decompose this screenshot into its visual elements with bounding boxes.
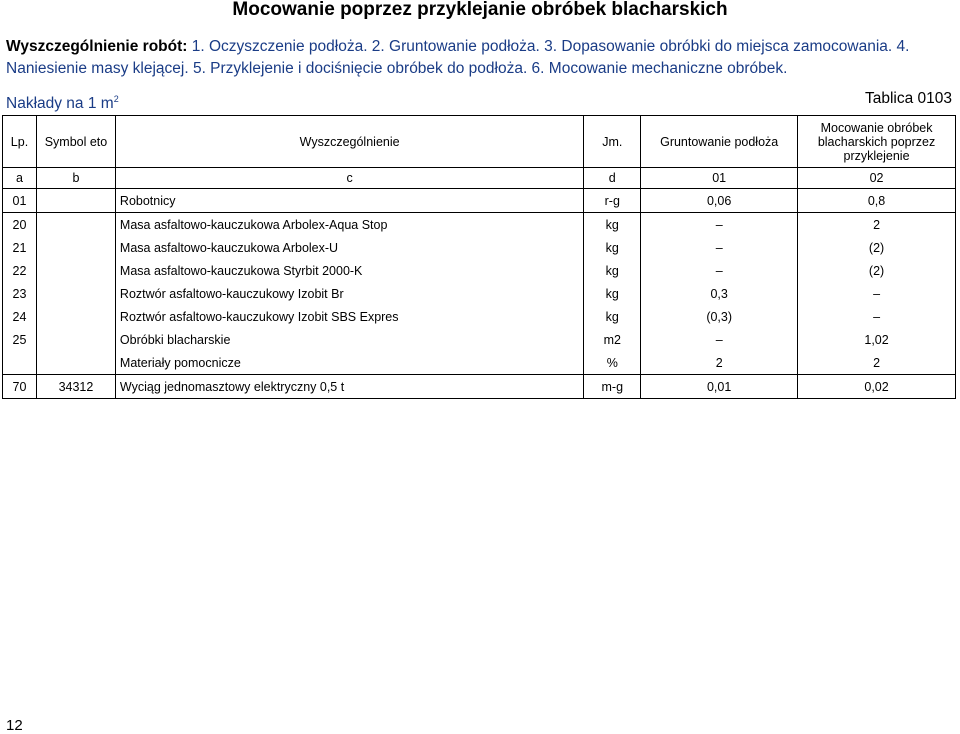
table-row [3,328,956,351]
row-symbol [36,213,115,237]
row-value-02: 2 [798,213,956,237]
row-jm: m2 [584,328,641,351]
row-name: Wyciąg jednomasztowy elektryczny 0,5 t [115,375,583,399]
row-name: Masa asfaltowo-kauczukowa Arbolex-U [115,236,583,259]
header-symbol: Symbol eto [36,116,115,168]
row-jm: kg [584,282,641,305]
row-lp: 70 [3,375,37,399]
row-value-02: 1,02 [798,328,956,351]
row-value-02: (2) [798,259,956,282]
row-symbol [36,282,115,305]
row-value-02: 0,02 [798,375,956,399]
row-symbol [36,328,115,351]
index-cell: 01 [641,168,798,189]
row-lp: 01 [3,189,37,213]
table-number: Tablica 0103 [864,90,952,107]
table-row [3,236,956,259]
row-value-01: – [641,236,798,259]
index-cell: a [3,168,37,189]
row-symbol [36,259,115,282]
row-symbol [36,189,115,213]
row-lp: 23 [3,282,37,305]
row-name: Materiały pomocnicze [115,351,583,375]
row-jm: kg [584,305,641,328]
description-text: 1. Oczyszczenie podłoża. 2. Gruntowanie podłoża. 3. Dopasowanie obróbki do miejsca zamocowania. 4. Naniesienie masy klejącej. 5. Przyklejenie i dociśnięcie obróbek do podłoża. 6. Mocowanie mechaniczne obróbek. [6,38,910,77]
index-cell: b [36,168,115,189]
row-symbol [36,305,115,328]
header-jm: Jm. [584,116,641,168]
naklady-label: Nakłady na 1 m [6,95,114,113]
row-jm: % [584,351,641,375]
row-jm: m-g [584,375,641,399]
row-jm: kg [584,259,641,282]
row-value-01: – [641,328,798,351]
row-value-01: – [641,259,798,282]
row-jm: kg [584,236,641,259]
header-col-02: Mocowanie obróbek blacharskich poprzez przyklejenie [798,116,956,168]
row-symbol [36,236,115,259]
description-label: Wyszczególnienie robót: [6,38,188,55]
table-row [3,282,956,305]
row-symbol: 34312 [36,375,115,399]
table-row [3,189,956,213]
row-lp: 25 [3,328,37,351]
index-cell: 02 [798,168,956,189]
row-value-01: 0,06 [641,189,798,213]
row-lp: 22 [3,259,37,282]
row-symbol [36,351,115,375]
row-name: Masa asfaltowo-kauczukowa Arbolex-Aqua Stop [115,213,583,237]
header-wyszczegolnienie: Wyszczególnienie [115,116,583,168]
header-lp: Lp. [3,116,37,168]
row-value-01: (0,3) [641,305,798,328]
row-value-02: – [798,305,956,328]
index-cell: d [584,168,641,189]
row-value-02: 0,8 [798,189,956,213]
page-number: 12 [6,717,23,734]
naklady-heading [6,88,119,115]
row-lp [3,351,37,375]
row-jm: r-g [584,189,641,213]
page-title: Mocowanie poprzez przyklejanie obróbek blacharskich [232,0,728,20]
works-description [6,36,956,80]
row-value-01: – [641,213,798,237]
row-value-02: – [798,282,956,305]
row-value-01: 0,3 [641,282,798,305]
table-row [3,213,956,237]
row-lp: 20 [3,213,37,237]
row-lp: 24 [3,305,37,328]
row-name: Masa asfaltowo-kauczukowa Styrbit 2000-K [115,259,583,282]
row-name: Roztwór asfaltowo-kauczukowy Izobit Br [115,282,583,305]
table-row [3,305,956,328]
row-value-02: 2 [798,351,956,375]
row-value-02: (2) [798,236,956,259]
norms-table [2,115,956,399]
index-cell: c [115,168,583,189]
row-value-01: 2 [641,351,798,375]
table-row [3,351,956,375]
row-value-01: 0,01 [641,375,798,399]
row-name: Obróbki blacharskie [115,328,583,351]
row-name: Roztwór asfaltowo-kauczukowy Izobit SBS Expres [115,305,583,328]
row-lp: 21 [3,236,37,259]
header-col-01: Gruntowanie podłoża [641,116,798,168]
row-jm: kg [584,213,641,237]
table-row [3,375,956,399]
naklady-superscript: 2 [113,94,119,104]
row-name: Robotnicy [115,189,583,213]
table-row [3,259,956,282]
